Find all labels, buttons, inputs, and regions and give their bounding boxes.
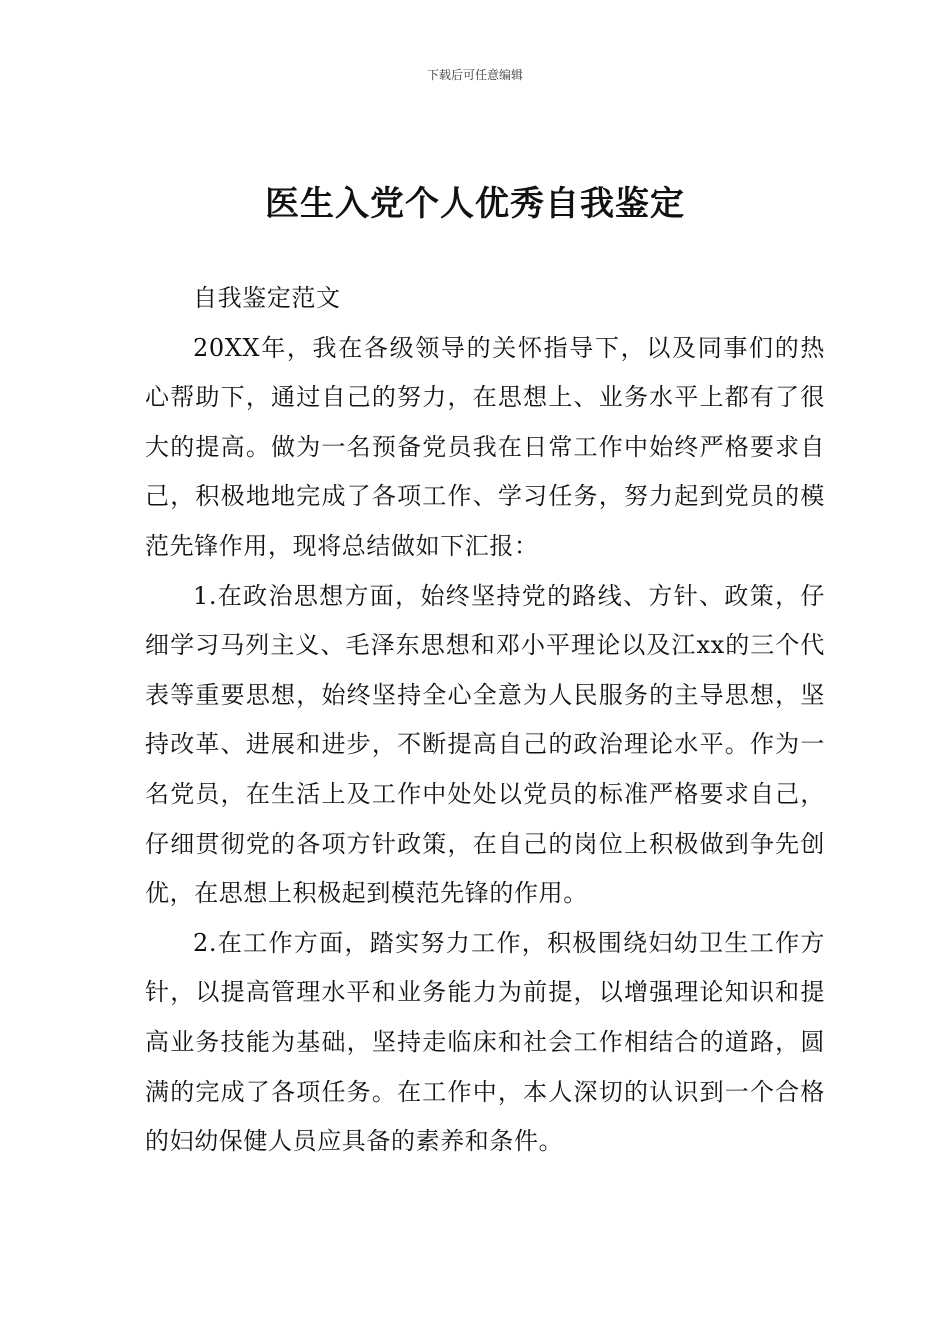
header-note: 下载后可任意编辑 xyxy=(426,68,523,82)
paragraph-intro: 20XX年，我在各级领导的关怀指导下，以及同事们的热心帮助下，通过自己的努力，在思想上、业务水平上都有了很大的提高。做为一名预备党员我在日常工作中始终严格要求自己，积极地地完成了各项工作、学习任务，努力起到党员的模范先锋作用，现将总结做如下汇报： xyxy=(145,333,825,560)
document-title: 医生入党个人优秀自我鉴定 xyxy=(265,184,685,224)
paragraph-political: 1.在政治思想方面，始终坚持党的路线、方针、政策，仔细学习马列主义、毛泽东思想和邓小平理论以及江xx的三个代表等重要思想，始终坚持全心全意为人民服务的主导思想，坚持改革、进展和进步，不断提高自己的政治理论水平。作为一名党员，在生活上及工作中处处以党员的标准严格要求自己，仔细贯彻党的各项方针政策，在自己的岗位上积极做到争先创优，在思想上积极起到模范先锋的作用。 xyxy=(145,581,825,908)
paragraph-subtitle: 自我鉴定范文 xyxy=(193,284,341,312)
document-body xyxy=(145,274,825,1167)
paragraph-work: 2.在工作方面，踏实努力工作，积极围绕妇幼卫生工作方针，以提高管理水平和业务能力为前提，以增强理论知识和提高业务技能为基础，坚持走临床和社会工作相结合的道路，圆满的完成了各项任务。在工作中，本人深切的认识到一个合格的妇幼保健人员应具备的素养和条件。 xyxy=(145,928,825,1156)
